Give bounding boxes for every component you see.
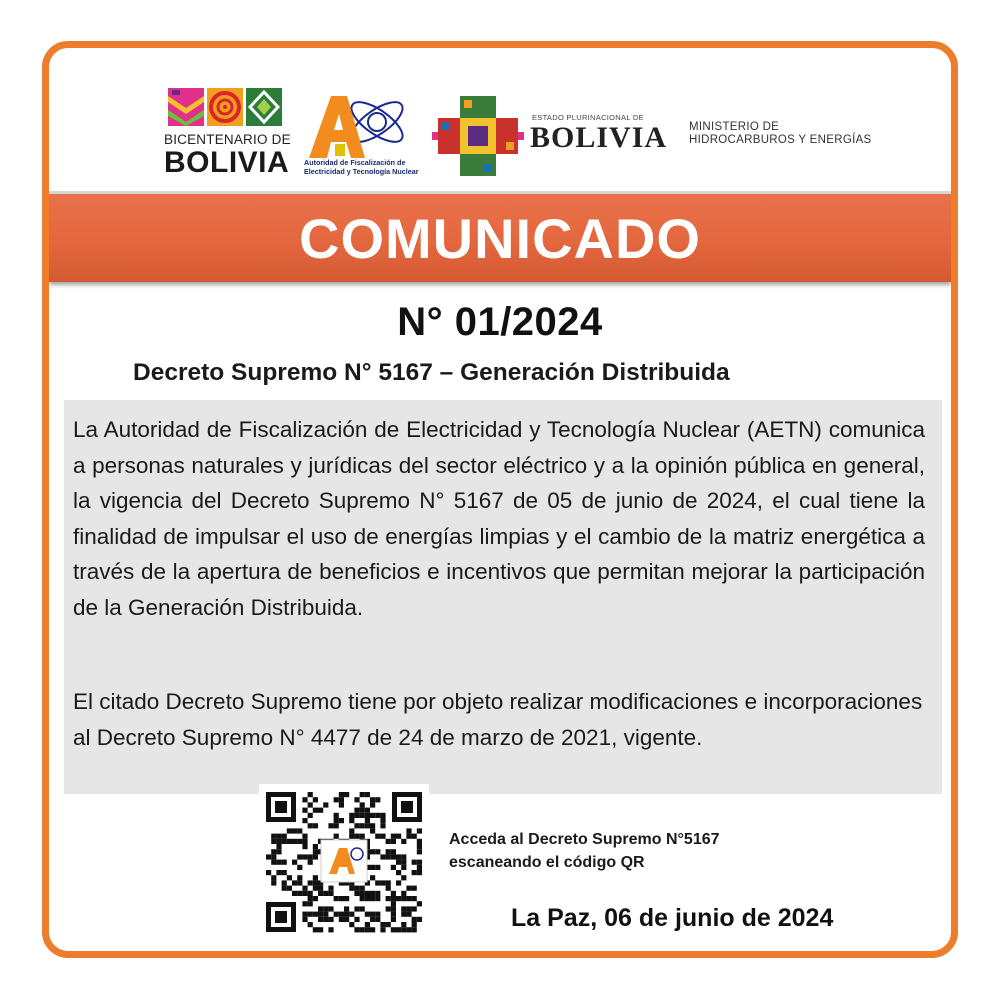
- bicentenario-line2: BOLIVIA: [164, 146, 290, 179]
- bolivia-emblem-icon: [432, 90, 524, 182]
- qr-caption-line2: escaneando el código QR: [449, 854, 645, 871]
- bicentenario-squares-icon: [168, 88, 282, 126]
- bic-square-2: [207, 88, 243, 126]
- aetn-caption: Autoridad de Fiscalización de Electricidad y Tecnología Nuclear: [304, 158, 419, 176]
- qr-caption: [449, 828, 720, 874]
- bicentenario-logo: [164, 88, 294, 183]
- banner-title: COMUNICADO: [299, 207, 701, 270]
- qr-code-icon[interactable]: [259, 784, 429, 940]
- bic-square-1: [168, 88, 204, 126]
- communique-frame: [42, 41, 958, 958]
- issue-date: La Paz, 06 de junio de 2024: [511, 904, 834, 932]
- bolivia-label: BOLIVIA: [530, 121, 668, 154]
- estado-plurinacional-label: ESTADO PLURINACIONAL DE: [532, 113, 644, 122]
- qr-caption-line1: Acceda al Decreto Supremo N°5167: [449, 831, 720, 848]
- logo-row: [164, 88, 884, 188]
- body-paragraph-2: El citado Decreto Supremo tiene por objeto realizar modificaciones e incorporaciones al Decreto Supremo N° 4477 de 24 de marzo de 2021, vigente.: [73, 689, 923, 750]
- body-text-box: [64, 400, 942, 794]
- bicentenario-line1: BICENTENARIO DE: [164, 132, 291, 147]
- communique-number: N° 01/2024: [397, 300, 603, 344]
- ministerio-line1: MINISTERIO DE: [689, 121, 780, 133]
- title-banner: [49, 194, 951, 282]
- body-paragraph-1: La Autoridad de Fiscalización de Electricidad y Tecnología Nuclear (AETN) comunica a personas naturales y jurídicas del sector eléctrico y a la opinión pública en general, la vigencia del Decreto Supremo N° 5167 de 05 de junio de 2024, el cual tiene la finalidad de impulsar el uso de energías limpias y el cambio de la matriz energética a través de la apertura de beneficios e incentivos que permitan mejorar la participación de la Generación Distribuida.: [73, 417, 925, 620]
- communique-subtitle: Decreto Supremo N° 5167 – Generación Distribuida: [133, 359, 730, 386]
- bic-square-3: [246, 88, 282, 126]
- ministerio-label: [689, 121, 872, 147]
- ministerio-line2: HIDROCARBUROS Y ENERGÍAS: [689, 134, 872, 146]
